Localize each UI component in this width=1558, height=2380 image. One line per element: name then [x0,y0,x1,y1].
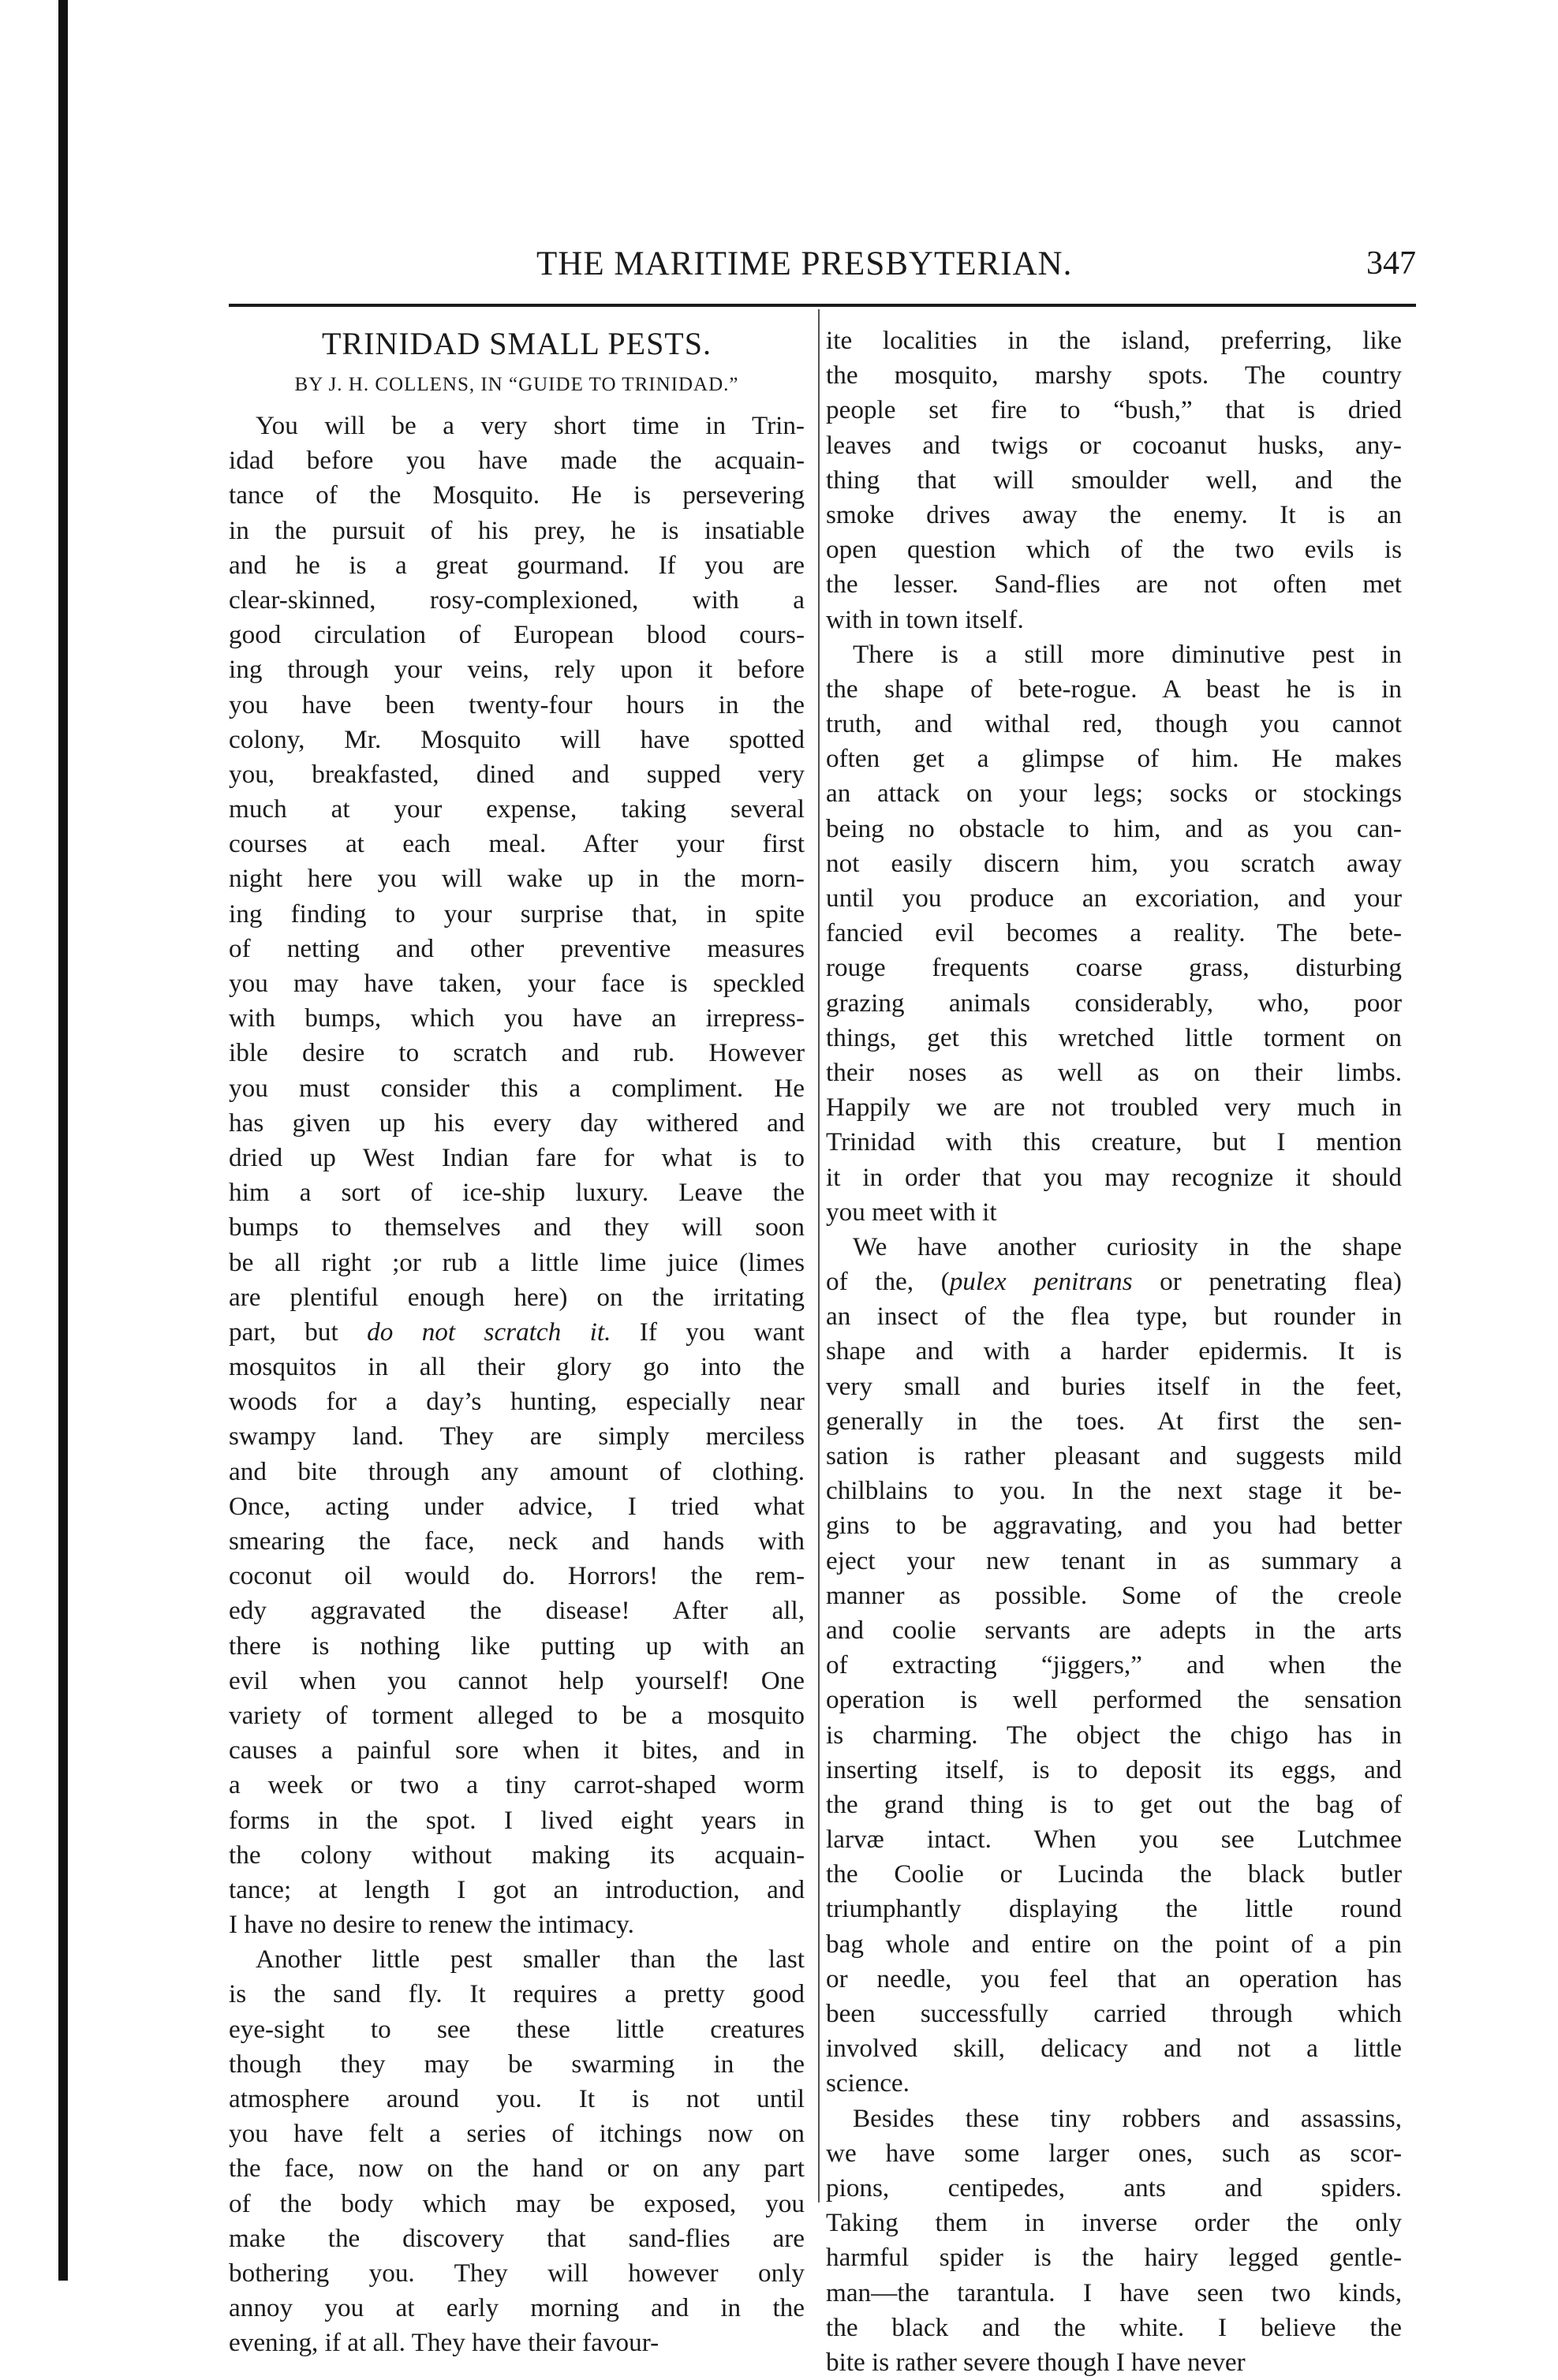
text-line: being no obstacle to him, and as you can- [826,813,1402,843]
text-line: him a sort of ice-ship luxury. Leave the [229,1178,805,1208]
text-line: is the sand fly. It requires a pretty good [229,1979,805,2009]
text-line: you, breakfasted, dined and supped very [229,759,805,789]
text-line: idad before you have made the acquain- [229,446,805,476]
text-line: we have some larger ones, such as scor- [826,2138,1402,2168]
text-line: clear-skinned, rosy-complexioned, with a [229,585,805,615]
left-column [229,323,805,2361]
text-line: generally in the toes. At first the sen- [826,1406,1402,1436]
text-line: larvæ intact. When you see Lutchmee [826,1825,1402,1855]
text-line: pions, centipedes, ants and spiders. [826,2173,1402,2203]
right-column-text [826,323,1402,2380]
text-line: There is a still more diminutive pest in [853,639,1402,669]
text-line: mosquitos in all their glory go into the [229,1352,805,1382]
text-line: with bumps, which you have an irrepress- [229,1003,805,1033]
text-line: has given up his every day withered and [229,1108,805,1138]
text-line: until you produce an excoriation, and your [826,884,1402,913]
text-line: ing finding to your surprise that, in spite [229,899,805,928]
text-line: You will be a very short time in Trin- [256,411,805,440]
text-line: involved skill, delicacy and not a little [826,2034,1402,2064]
text-line: you meet with it [826,1197,997,1227]
text-line: grazing animals considerably, who, poor [826,988,1402,1018]
text-line: shape and with a harder epidermis. It is [826,1336,1402,1366]
text-line: been successfully carried through which [826,1999,1402,2028]
text-line: eye-sight to see these little creatures [229,2014,805,2044]
text-line: smoke drives away the enemy. It is an [826,499,1402,529]
text-line: their noses as well as on their limbs. [826,1057,1402,1087]
text-line: of extracting “jiggers,” and when the [826,1650,1402,1680]
text-line: in the pursuit of his prey, he is insatiable [229,515,805,545]
text-line: fancied evil becomes a reality. The bete- [826,918,1402,948]
text-line: of the, (pulex penitrans or penetrating flea) [826,1267,1402,1297]
text-line: evil when you cannot help yourself! One [229,1665,805,1695]
text-line: open question which of the two evils is [826,535,1402,565]
text-line: eject your new tenant in as summary a [826,1545,1402,1575]
text-line: you have felt a series of itchings now on [229,2119,805,2149]
text-line: you may have taken, your face is speckled [229,969,805,998]
text-line: people set fire to “bush,” that is dried [826,395,1402,425]
header-rule [229,304,1416,307]
text-line: part, but do not scratch it. If you want [229,1317,805,1347]
text-line: night here you will wake up in the morn- [229,864,805,894]
text-line: rouge frequents coarse grass, disturbing [826,953,1402,983]
text-line: forms in the spot. I lived eight years in [229,1805,805,1835]
text-line: things, get this wretched little torment on [826,1022,1402,1052]
text-line: and he is a great gourmand. If you are [229,550,805,580]
text-line: the mosquito, marshy spots. The country [826,361,1402,390]
text-line: the face, now on the hand or on any part [229,2154,805,2184]
text-line: science. [826,2068,910,2098]
text-line: colony, Mr. Mosquito will have spotted [229,724,805,754]
text-line: leaves and twigs or cocoanut husks, any- [826,430,1402,460]
right-column [826,323,1402,2380]
text-line: variety of torment alleged to be a mosquito [229,1700,805,1730]
page-edge-shadow [58,0,68,2281]
text-line: and coolie servants are adepts in the arts [826,1615,1402,1645]
text-line: not easily discern him, you scratch away [826,848,1402,878]
article-title: TRINIDAD SMALL PESTS. [322,326,712,361]
text-line: causes a painful sore when it bites, and in [229,1735,805,1765]
text-line: man—the tarantula. I have seen two kinds, [826,2277,1402,2307]
running-head: THE MARITIME PRESBYTERIAN. [536,245,1073,282]
text-line: woods for a day’s hunting, especially near [229,1387,805,1417]
text-line: I have no desire to renew the intimacy. [229,1910,634,1940]
text-line: is charming. The object the chigo has in [826,1720,1402,1750]
text-line: an attack on your legs; socks or stockings [826,779,1402,809]
text-line: courses at each meal. After your first [229,829,805,859]
text-line: Happily we are not troubled very much in [826,1093,1402,1123]
text-line: the lesser. Sand-flies are not often met [826,570,1402,600]
text-line: We have another curiosity in the shape [853,1231,1402,1261]
text-line: bag whole and entire on the point of a pin [826,1929,1402,1959]
text-line: much at your expense, taking several [229,794,805,824]
text-line: are plentiful enough here) on the irritating [229,1282,805,1312]
text-line: harmful spider is the hairy legged gentle- [826,2243,1402,2273]
text-line: Besides these tiny robbers and assassins, [853,2103,1402,2133]
text-line: of netting and other preventive measures [229,933,805,963]
text-line: annoy you at early morning and in the [229,2293,805,2323]
text-line: dried up West Indian fare for what is to [229,1142,805,1172]
text-line: Once, acting under advice, I tried what [229,1491,805,1521]
text-line: coconut oil would do. Horrors! the rem- [229,1561,805,1591]
text-line: tance of the Mosquito. He is persevering [229,480,805,510]
text-line: there is nothing like putting up with an [229,1631,805,1661]
text-line: of the body which may be exposed, you [229,2188,805,2218]
text-line: inserting itself, is to deposit its eggs, and [826,1754,1402,1784]
text-line: bothering you. They will however only [229,2258,805,2288]
text-line: manner as possible. Some of the creole [826,1580,1402,1610]
text-line: with in town itself. [826,604,1024,634]
text-line: bite is rather severe though I have never [826,2347,1246,2377]
text-line: Taking them in inverse order the only [826,2208,1402,2238]
text-line: very small and buries itself in the feet, [826,1371,1402,1401]
text-line: ing through your veins, rely upon it before [229,655,805,685]
text-line: or needle, you feel that an operation has [826,1963,1402,1993]
text-line: good circulation of European blood cours- [229,620,805,650]
article-byline: BY J. H. COLLENS, IN “GUIDE TO TRINIDAD.” [294,374,739,395]
text-line: you must consider this a compliment. He [229,1073,805,1103]
text-line: the black and the white. I believe the [826,2312,1402,2342]
text-line: evening, if at all. They have their favour- [229,2328,659,2358]
text-line: the Coolie or Lucinda the black butler [826,1859,1402,1889]
text-line: the shape of bete-rogue. A beast he is in [826,674,1402,704]
text-line: Trinidad with this creature, but I mention [826,1127,1402,1157]
text-line: though they may be swarming in the [229,2049,805,2079]
text-line: smearing the face, neck and hands with [229,1526,805,1556]
text-line: truth, and withal red, though you cannot [826,709,1402,739]
text-line: be all right ;or rub a little lime juice (limes [229,1247,805,1277]
column-divider [818,309,820,2203]
text-line: and bite through any amount of clothing. [229,1456,805,1486]
text-line: make the discovery that sand-flies are [229,2223,805,2253]
page-number: 347 [1366,245,1416,282]
text-line: the colony without making its acquain- [229,1840,805,1870]
text-line: a week or two a tiny carrot-shaped worm [229,1770,805,1800]
text-line: an insect of the flea type, but rounder in [826,1302,1402,1332]
text-line: swampy land. They are simply merciless [229,1422,805,1452]
text-line: the grand thing is to get out the bag of [826,1789,1402,1819]
text-line: triumphantly displaying the little round [826,1894,1402,1924]
text-line: sation is rather pleasant and suggests mild [826,1441,1402,1470]
text-line: ible desire to scratch and rub. However [229,1038,805,1068]
text-line: often get a glimpse of him. He makes [826,744,1402,774]
text-line: it in order that you may recognize it should [826,1162,1402,1192]
text-line: you have been twenty-four hours in the [229,689,805,719]
text-line: operation is well performed the sensation [826,1685,1402,1715]
text-line: atmosphere around you. It is not until [229,2084,805,2113]
text-line: tance; at length I got an introduction, and [229,1874,805,1904]
text-line: thing that will smoulder well, and the [826,465,1402,495]
text-line: chilblains to you. In the next stage it be- [826,1476,1402,1506]
text-line: edy aggravated the disease! After all, [229,1596,805,1626]
text-line: bumps to themselves and they will soon [229,1212,805,1242]
text-line: ite localities in the island, preferring, like [826,326,1402,355]
text-line: Another little pest smaller than the last [256,1945,805,1975]
page-header [229,245,1416,292]
text-line: gins to be aggravating, and you had better [826,1511,1402,1541]
left-column-text [229,409,805,2361]
